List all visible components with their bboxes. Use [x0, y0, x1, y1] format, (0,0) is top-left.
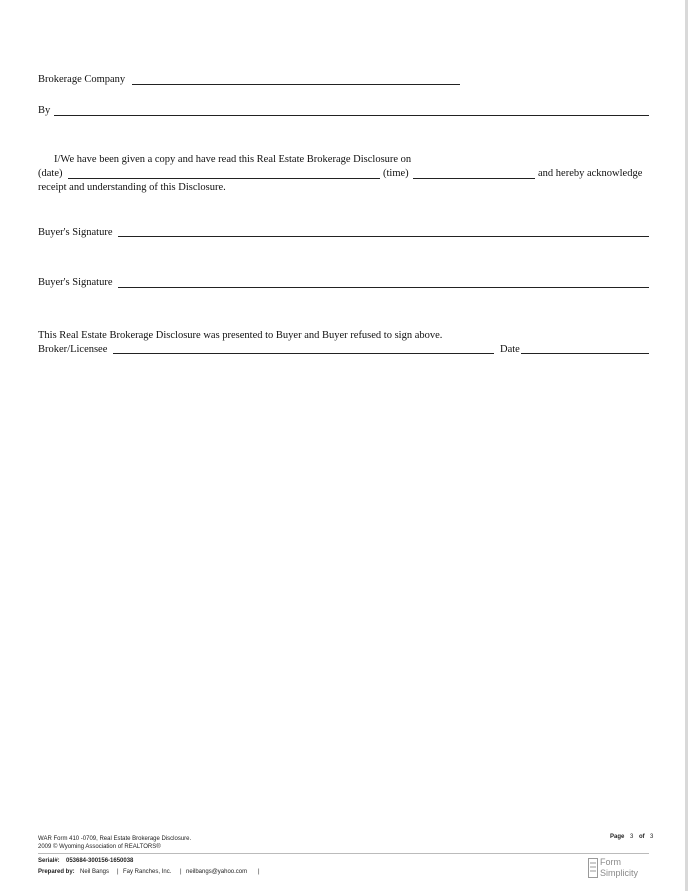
page-number: 3 — [630, 834, 634, 840]
buyer-signature-label: Buyer's Signature — [38, 277, 113, 288]
acknowledgement-text-end: receipt and understanding of this Disclosure. — [38, 182, 226, 193]
form-simplicity-logo — [588, 856, 650, 880]
separator: | — [180, 869, 182, 875]
time-label: (time) — [383, 168, 409, 179]
of-word: of — [639, 834, 645, 840]
date-label: (date) — [38, 168, 63, 179]
prepared-by-label: Prepared by: — [38, 869, 75, 875]
copyright-text: 2009 © Wyoming Association of REALTORS® — [38, 844, 161, 850]
date-label-2: Date — [500, 344, 520, 355]
buyer-signature-label: Buyer's Signature — [38, 227, 113, 238]
separator: | — [258, 869, 260, 875]
serial-label: Serial#: — [38, 858, 60, 864]
brokerage-company-field[interactable] — [132, 84, 460, 85]
preparer-email: neilbangs@yahoo.com — [186, 869, 248, 875]
footer-divider — [38, 853, 649, 854]
logo-text-form: Form — [600, 857, 621, 867]
acknowledgement-text: I/We have been given a copy and have read this Real Estate Brokerage Disclosure on — [54, 154, 412, 165]
document-icon — [588, 858, 598, 878]
separator: | — [117, 869, 119, 875]
brokerage-company-label: Brokerage Company — [38, 74, 126, 85]
form-id-text: WAR Form 410 -0709, Real Estate Brokerage Disclosure. — [38, 836, 192, 842]
by-label: By — [38, 105, 51, 116]
date-field[interactable] — [68, 178, 380, 179]
logo-text-simplicity: Simplicity — [600, 868, 639, 878]
preparer-name: Neil Bangs — [80, 869, 110, 875]
page-total: 3 — [650, 834, 654, 840]
buyer-signature-field-2[interactable] — [118, 287, 649, 288]
acknowledge-tail-text: and hereby acknowledge — [538, 168, 643, 179]
company-name: Fay Ranches, Inc. — [123, 869, 172, 875]
refused-statement: This Real Estate Brokerage Disclosure was presented to Buyer and Buyer refused to sign above. — [38, 330, 443, 341]
serial-number: 053684-300156-1650038 — [66, 858, 134, 864]
broker-date-field[interactable] — [521, 353, 649, 354]
by-field[interactable] — [54, 115, 649, 116]
buyer-signature-field-1[interactable] — [118, 236, 649, 237]
page-word: Page — [610, 834, 625, 840]
broker-licensee-label: Broker/Licensee — [38, 344, 108, 355]
time-field[interactable] — [413, 178, 535, 179]
broker-licensee-field[interactable] — [113, 353, 494, 354]
